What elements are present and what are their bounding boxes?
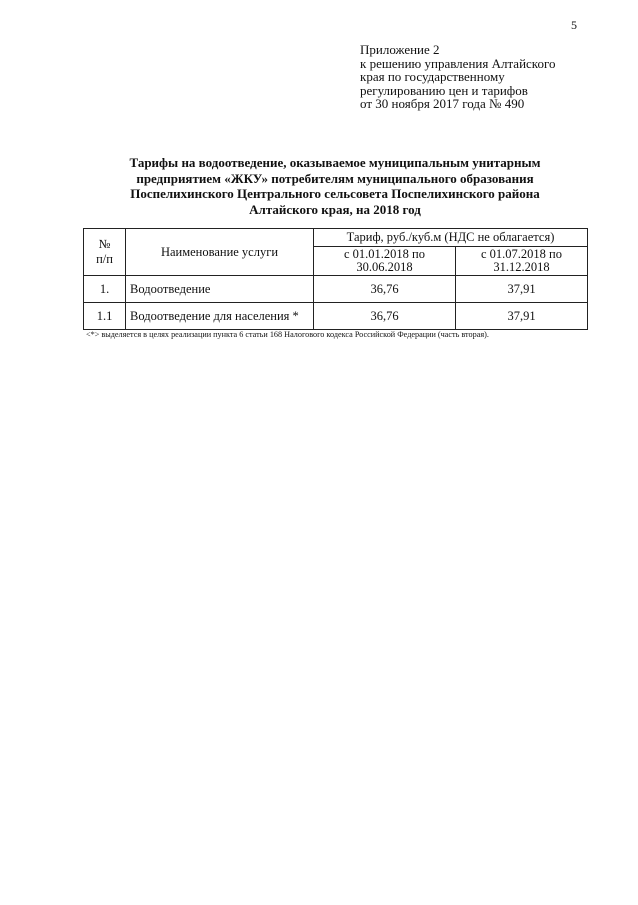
table-header-row: [84, 229, 588, 247]
header-num-label: п/п: [96, 252, 113, 266]
row-num: 1.: [84, 276, 126, 303]
footnote: <*> выделяется в целях реализации пункта 6 статьи 168 Налогового кодекса Российской Федерации (часть вторая).: [86, 330, 489, 339]
title-line: Тарифы на водоотведение, оказываемое муниципальным унитарным: [129, 155, 541, 170]
row-service: Водоотведение: [126, 276, 314, 303]
row-service: Водоотведение для населения *: [126, 303, 314, 330]
period2-line2: 31.12.2018: [493, 260, 550, 274]
period2-line1: с 01.07.2018 по: [481, 247, 562, 261]
row-tariff-period1: 36,76: [314, 276, 456, 303]
row-tariff-period2: 37,91: [456, 276, 588, 303]
header-num-cell: [84, 229, 126, 276]
title-line: Алтайского края, на 2018 год: [249, 201, 421, 217]
document-title: [80, 155, 590, 217]
page-number: 5: [571, 18, 577, 32]
table-row: [84, 303, 588, 330]
appendix-header: [360, 43, 600, 111]
period1-line2: 30.06.2018: [356, 260, 413, 274]
row-tariff-period1: 36,76: [314, 303, 456, 330]
appendix-line: края по государственному: [360, 69, 505, 85]
appendix-line: к решению управления Алтайского: [360, 55, 556, 71]
period1-line1: с 01.01.2018 по: [344, 247, 425, 261]
row-tariff-period2: 37,91: [456, 303, 588, 330]
header-service-cell: Наименование услуги: [126, 229, 314, 276]
title-line: предприятием «ЖКУ» потребителям муниципального образования: [136, 170, 534, 186]
header-tariff-cell: Тариф, руб./куб.м (НДС не облагается): [314, 229, 588, 247]
table-row: [84, 276, 588, 303]
appendix-line: регулированию цен и тарифов: [360, 82, 528, 98]
appendix-line: Приложение 2: [360, 42, 440, 57]
title-line: Поспелихинского Центрального сельсовета Поспелихинского района: [130, 186, 540, 201]
tariff-table: [83, 228, 588, 330]
header-num-symbol: №: [98, 237, 111, 251]
row-num: 1.1: [84, 303, 126, 330]
appendix-line: от 30 ноября 2017 года № 490: [360, 96, 525, 112]
header-period2-cell: [456, 247, 588, 276]
header-period1-cell: [314, 247, 456, 276]
